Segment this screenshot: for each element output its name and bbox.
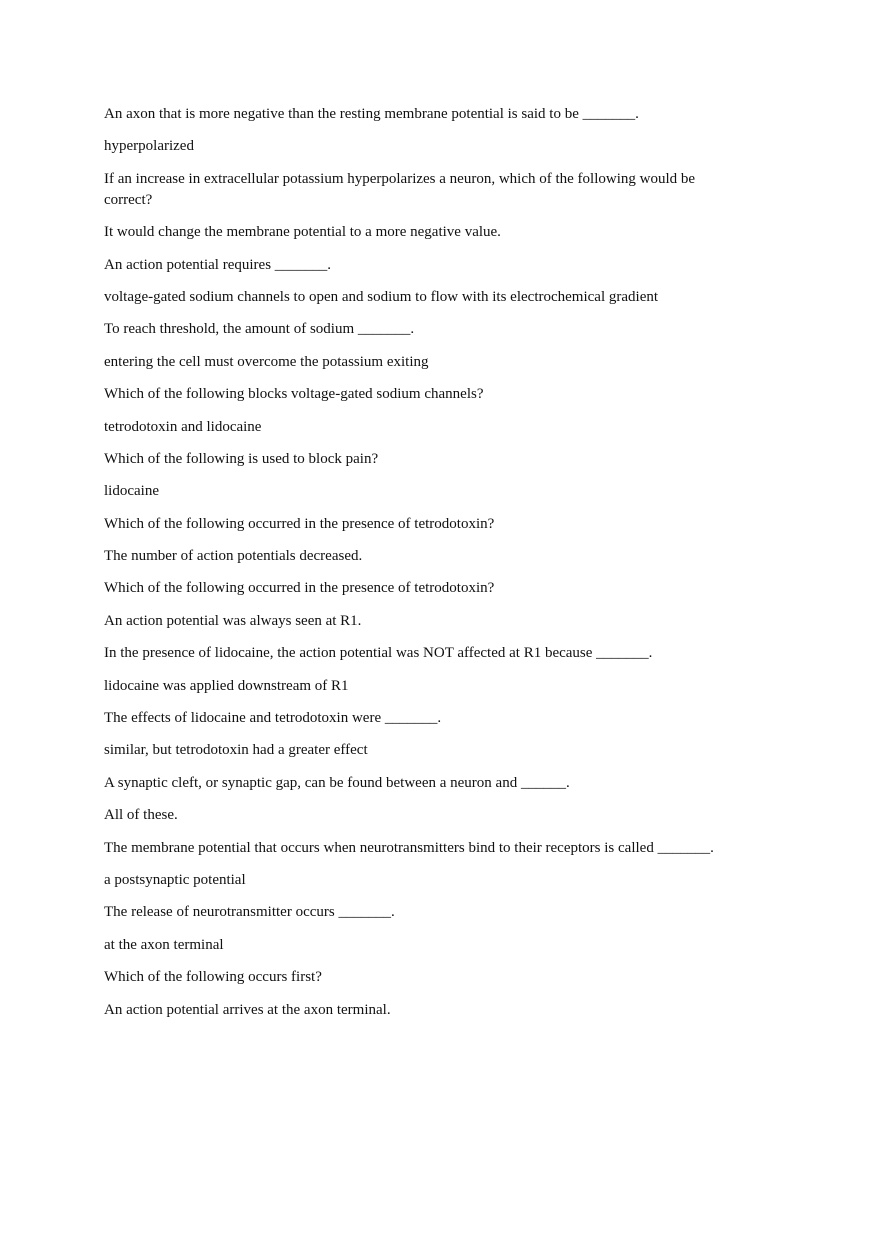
answer-text: An action potential arrives at the axon terminal. <box>104 1001 391 1018</box>
answer-text: similar, but tetrodotoxin had a greater effect <box>104 742 368 759</box>
question-text: Which of the following occurs first? <box>104 969 322 986</box>
question-text: In the presence of lidocaine, the action potential was NOT affected at R1 because _______. <box>104 645 653 662</box>
answer-text: It would change the membrane potential to a more negative value. <box>104 224 501 241</box>
question-text: The membrane potential that occurs when neurotransmitters bind to their receptors is called _______. <box>104 839 714 856</box>
question-text: An action potential requires _______. <box>104 256 332 273</box>
answer-text: voltage-gated sodium channels to open and sodium to flow with its electrochemical gradient <box>104 288 659 305</box>
answer-text: lidocaine <box>104 483 159 500</box>
answer-text: at the axon terminal <box>104 936 224 953</box>
answer-text: a postsynaptic potential <box>104 871 246 888</box>
question-text: Which of the following blocks voltage-gated sodium channels? <box>104 386 484 403</box>
question-text: To reach threshold, the amount of sodium _______. <box>104 321 415 338</box>
question-text: A synaptic cleft, or synaptic gap, can be found between a neuron and ______. <box>104 774 570 791</box>
question-text: Which of the following occurred in the presence of tetrodotoxin? <box>104 515 495 532</box>
answer-text: An action potential was always seen at R1. <box>104 612 362 629</box>
question-text: The release of neurotransmitter occurs _______. <box>104 904 395 921</box>
answer-text: entering the cell must overcome the potassium exiting <box>104 353 429 370</box>
question-text: If an increase in extracellular potassium hyperpolarizes a neuron, which of the following would be correct? <box>104 170 696 208</box>
answer-text: The number of action potentials decreased. <box>104 548 363 565</box>
answer-text: hyperpolarized <box>104 138 194 155</box>
question-text: An axon that is more negative than the resting membrane potential is said to be _______. <box>104 106 639 122</box>
answer-text: lidocaine was applied downstream of R1 <box>104 677 349 694</box>
question-text: The effects of lidocaine and tetrodotoxin were _______. <box>104 710 442 727</box>
question-text: Which of the following is used to block pain? <box>104 450 379 467</box>
document-body <box>104 104 732 1032</box>
answer-text: tetrodotoxin and lidocaine <box>104 418 262 435</box>
answer-text: All of these. <box>104 807 178 824</box>
question-text: Which of the following occurred in the presence of tetrodotoxin? <box>104 580 495 597</box>
